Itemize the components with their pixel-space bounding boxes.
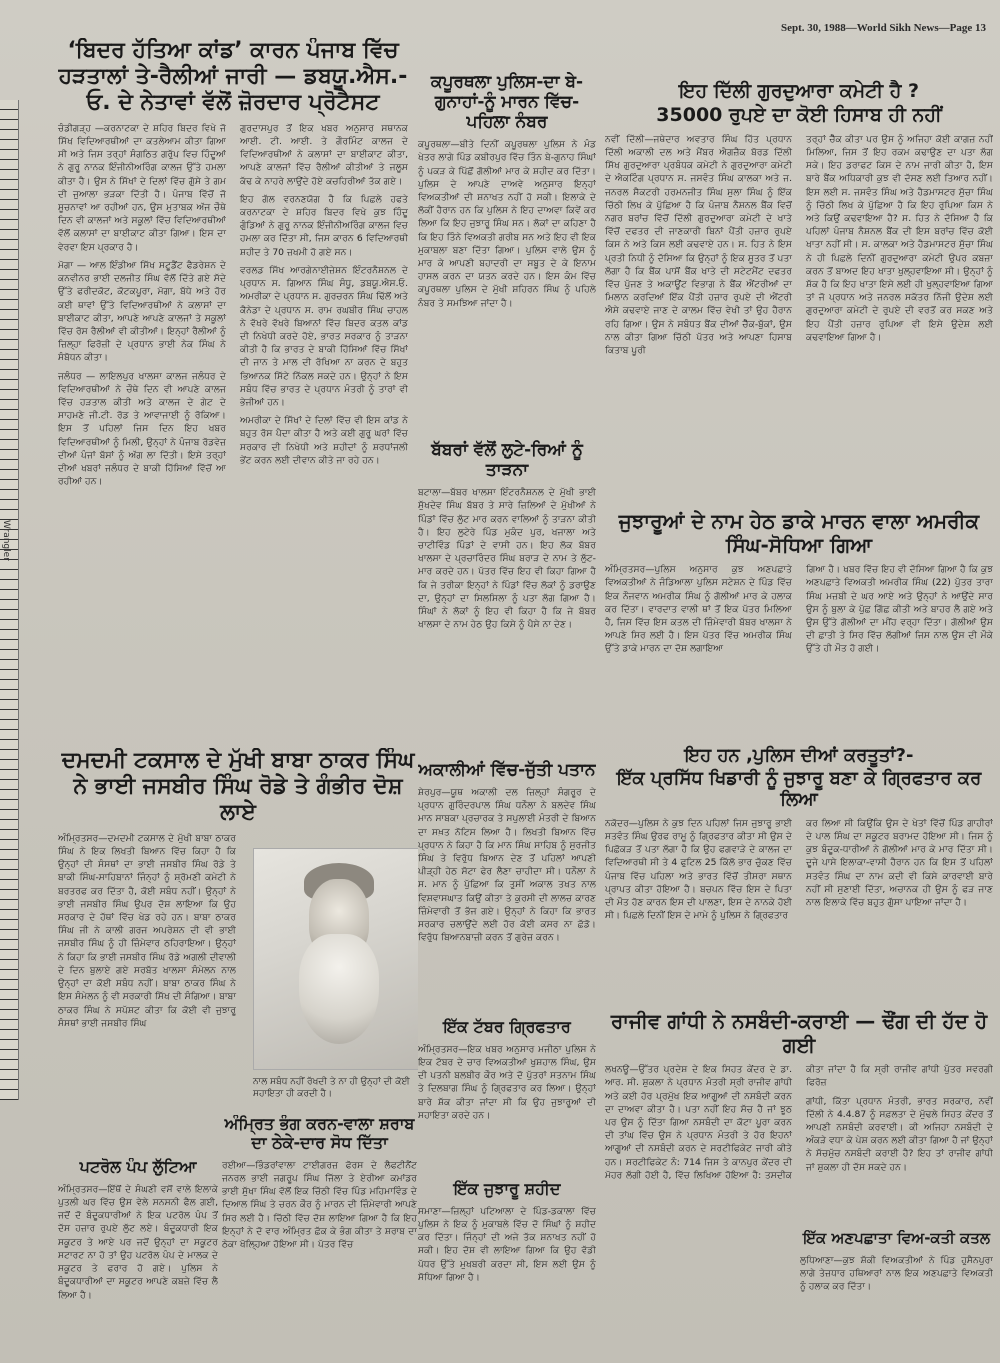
article-body-delhi: [605, 133, 993, 357]
headline-petrol: ਪਟਰੋਲ ਪੰਪ ਲੁੱਟਿਆ: [79, 1158, 197, 1176]
headline-akali: ਅਕਾਲੀਆਂ ਵਿੱਚ-ਜੁੱਤੀ ਪਤਾਨ: [418, 760, 596, 780]
headline-shaheed: ਇੱਕ ਜੁਝਾਰੂ ਸ਼ਹੀਦ: [453, 1180, 561, 1198]
article-body-tabbar: [418, 1043, 596, 1122]
article-body-amrik: [605, 563, 993, 660]
ruler: [0, 100, 19, 1100]
paragraph: ਅਮਰੀਕਾ ਦੇ ਸਿੱਖਾਂ ਦੇ ਦਿਲਾਂ ਵਿੱਚ ਵੀ ਇਸ ਕਾਂਡ ਨੇ ਬਹੁਤ ਰੋਸ ਪੈਦਾ ਕੀਤਾ ਹੈ ਅਤੇ ਕਈ ਗੁਰੂ ਘਰਾਂ ਵਿੱਚ ਸਰਕਾਰ ਦੀ ਨਿਖੇਧੀ ਅਤੇ ਸ਼ਹੀਦਾਂ ਨੂੰ ਸ਼ਰਧਾਂਜਲੀ ਭੇਂਟ ਕਰਨ ਲਈ ਦੀਵਾਨ ਕੀਤੇ ਜਾ ਰਹੇ ਹਨ।: [240, 415, 408, 466]
paragraph: ਰਈਆ—ਭਿੰਡਰਾਂਵਾਲਾ ਟਾਈਗਰਜ਼ ਫੋਰਸ ਦੇ ਲੈਫਟੀਨੈਂਟ ਜਨਰਲ ਭਾਈ ਜਗਰੂਪ ਸਿੰਘ ਜਿੱਲਾ ਤੇ ਏਰੀਆ ਕਮਾਂਡਰ ਭਾਈ ਸੁੱਖਾ ਸਿੰਘ ਵੱਲੋਂ ਇਕ ਚਿੱਠੀ ਵਿੱਚ ਪਿੰਡ ਮਹਿਮਾਵਿੰਡ ਦੇ ਦਿਆਲ ਸਿੰਘ ਤੇ ਚਰਨ ਕੌਰ ਨੂੰ ਮਾਰਨ ਦੀ ਜ਼ਿੰਮੇਵਾਰੀ ਆਪਣੇ ਸਿਰ ਲਈ ਹੈ। ਚਿੱਠੀ ਵਿੱਚ ਦੋਸ਼ ਲਾਇਆ ਗਿਆ ਹੈ ਕਿ ਇਹ ਇਨ੍ਹਾਂ ਨੇ ਦੋ ਵਾਰ ਅੰਮ੍ਰਿਤ ਛੱਕ ਕੇ ਭੰਗ ਕੀਤਾ ਤੇ ਸ਼ਰਾਬ ਦਾ ਠੇਕਾ ਖੋਲ੍ਹਿਆ ਹੋਇਆ ਸੀ। ਪੱਤਰ ਵਿੱਚ: [222, 1159, 417, 1250]
article-qatal: [800, 1230, 993, 1358]
paragraph: ਜਲੰਧਰ — ਲਾਇਲਪੁਰ ਖਾਲਸਾ ਕਾਲਜ ਜਲੰਧਰ ਦੇ ਵਿਦਿਆਰਥੀਆਂ ਨੇ ਚੌਥੇ ਦਿਨ ਵੀ ਆਪਣੇ ਕਾਲਜ ਵਿੱਚ ਹੜਤਾਲ ਕੀਤੀ ਅਤੇ ਕਾਲਜ ਦੇ ਗੇਟ ਦੇ ਸਾਹਮਣੇ ਜੀ.ਟੀ. ਰੋਡ ਤੇ ਆਵਾਜਾਈ ਨੂੰ ਰੋਕਿਆ। ਇਸ ਤੋਂ ਪਹਿਲਾਂ ਜਿਸ ਦਿਨ ਇਹ ਖਬਰ ਵਿਦਿਆਰਥੀਆਂ ਨੂੰ ਮਿਲੀ, ਉਨ੍ਹਾਂ ਨੇ ਪੰਜਾਬ ਰੋਡਵੇਜ਼ ਦੀਆਂ ਪੰਜਾਂ ਬੱਸਾਂ ਨੂੰ ਅੱਗ ਲਾ ਦਿੱਤੀ। ਇਸੇ ਤਰ੍ਹਾਂ ਦੀਆਂ ਖਬਰਾਂ ਜਲੰਧਰ ਦੇ ਬਾਕੀ ਹਿੱਸਿਆਂ ਵਿੱਚੋਂ ਆ ਰਹੀਆਂ ਹਨ।: [58, 370, 226, 488]
article-body-damdami: [58, 832, 236, 1035]
paragraph: ਤਰ੍ਹਾਂ ਚੈੱਕ ਕੀਤਾ ਪਰ ਉਸ ਨੂੰ ਅਜਿਹਾ ਕੋਈ ਕਾਗਜ਼ ਨਹੀਂ ਮਿਲਿਆ, ਜਿਸ ਤੋਂ ਇਹ ਰਕਮ ਕਢਾਉਣ ਦਾ ਪਤਾ ਲੱਗ ਸਕੇ। ਇਹ ਡਰਾਫਟ ਕਿਸ ਦੇ ਨਾਮ ਜਾਰੀ ਕੀਤਾ ਹੈ, ਇਸ ਬਾਰੇ ਬੈਂਕ ਅਧਿਕਾਰੀ ਕੁਝ ਵੀ ਦੱਸਣ ਲਈ ਤਿਆਰ ਨਹੀਂ। ਇਸ ਲਈ ਸ. ਜਸਵੰਤ ਸਿੰਘ ਅਤੇ ਹੈਡਮਾਸਟਰ ਸੁੱਚਾ ਸਿੰਘ ਨੂੰ ਚਿੱਠੀ ਲਿਖ ਕੇ ਪੁੱਛਿਆ ਹੈ ਕਿ ਇਹ ਰੁਪਿਆ ਕਿਸ ਨੇ ਅਤੇ ਕਿਉਂ ਕਢਵਾਇਆ ਹੈ? ਸ. ਹਿਤ ਨੇ ਦੱਸਿਆ ਹੈ ਕਿ ਪਹਿਲਾਂ ਪੰਜਾਬ ਨੈਸ਼ਨਲ ਬੈਂਕ ਦੀ ਇਸ ਬਰਾਂਚ ਵਿੱਚ ਕੋਈ ਖਾਤਾ ਨਹੀਂ ਸੀ। ਸ. ਕਾਲਕਾ ਅਤੇ ਹੈਡਮਾਸਟਰ ਸੁੱਚਾ ਸਿੰਘ ਨੇ ਹੀ ਪਿਛਲੇ ਦਿਨੀਂ ਗੁਰਦੁਆਰਾ ਕਮੇਟੀ ਉਪਰ ਕਬਜ਼ਾ ਕਰਨ ਤੋਂ ਬਾਅਦ ਇਹ ਖਾਤਾ ਖੁਲ੍ਹਵਾਇਆ ਸੀ। ਉਨ੍ਹਾਂ ਨੂੰ ਸ਼ੱਕ ਹੈ ਕਿ ਇਹ ਖਾਤਾ ਇਸੇ ਲਈ ਹੀ ਖੁਲ੍ਹਵਾਇਆ ਗਿਆ ਤਾਂ ਜੋ ਪ੍ਰਧਾਨ ਅਤੇ ਜਨਰਲ ਸਕੱਤਰ ਨਿੱਜੀ ਉਦੇਸ਼ ਲਈ ਗੁਰਦੁਆਰਾ ਕਮੇਟੀ ਦੇ ਰੁਪਏ ਦੀ ਵਰਤੋਂ ਕਰ ਸਕਣ ਅਤੇ ਇਹ ਪੈਂਤੀ ਹਜ਼ਾਰ ਰੁਪਿਆ ਵੀ ਇਸੇ ਉਦੇਸ਼ ਲਈ ਕਢਵਾਇਆ ਗਿਆ ਹੈ।: [806, 133, 993, 343]
article-body-akali: [418, 786, 596, 944]
article-body-amrit: [222, 1159, 417, 1251]
article-body-petrol: [58, 1183, 218, 1302]
headline-damdami: ਦਮਦਮੀ ਟਕਸਾਲ ਦੇ ਮੁੱਖੀ ਬਾਬਾ ਠਾਕਰ ਸਿੰਘ ਨੇ ਭਾਈ ਜਸਬੀਰ ਸਿੰਘ ਰੋਡੇ ਤੇ ਗੰਭੀਰ ਦੋਸ਼ ਲਾਏ: [61, 748, 415, 825]
article-body-shaheed: [418, 1205, 596, 1284]
headline-police-deeds-line1: ਇਹ ਹਨ ,ਪੁਲਿਸ ਦੀਆਂ ਕਰਤੂਤਾਂ?-: [684, 745, 914, 766]
page-header: Sept. 30, 1988—World Sikh News—Page 13: [780, 22, 986, 34]
article-body-kapurthala: [418, 138, 596, 310]
paragraph: ਅੰਮ੍ਰਿਤਸਰ—ਇਕ ਖਬਰ ਅਨੁਸਾਰ ਮਜੀਠਾ ਪੁਲਿਸ ਨੇ ਇਕ ਟੱਬਰ ਦੇ ਚਾਰ ਵਿਅਕਤੀਆਂ ਖੁਸ਼ਹਾਲ ਸਿੰਘ, ਉਸ ਦੀ ਪਤਨੀ ਬਲਬੀਰ ਕੌਰ ਅਤੇ ਦੋ ਪੁੱਤਰਾਂ ਸਤਨਾਮ ਸਿੰਘ ਤੇ ਦਿਲਬਾਗ ਸਿੰਘ ਨੂੰ ਗ੍ਰਿਫਤਾਰ ਕਰ ਲਿਆ। ਉਨ੍ਹਾਂ ਬਾਰੇ ਸ਼ੱਕ ਕੀਤਾ ਜਾਂਦਾ ਸੀ ਕਿ ਉਹ ਜੁਝਾਰੂਆਂ ਦੀ ਸਹਾਇਤਾ ਕਰਦੇ ਹਨ।: [418, 1043, 596, 1121]
article-body-rajiv: [605, 1063, 993, 1182]
headline-amrit: ਅੰਮ੍ਰਿਤ ਭੰਗ ਕਰਨ-ਵਾਲਾ ਸ਼ਰਾਬ ਦਾ ਠੇਕੇ-ਦਾਰ ਸੋਧ ਦਿੱਤਾ: [224, 1115, 415, 1152]
paragraph: ਨਕੋਦਰ—ਪੁਲਿਸ ਨੇ ਕੁਝ ਦਿਨ ਪਹਿਲਾਂ ਜਿਸ ਜੁਝਾਰੂ ਭਾਈ ਸਤਵੰਤ ਸਿੰਘ ਉਰਫ ਰਾਮੂ ਨੂੰ ਗ੍ਰਿਫਤਾਰ ਕੀਤਾ ਸੀ ਉਸ ਦੇ ਪਿਛੋਕੜ ਤੋਂ ਪਤਾ ਲੱਗਾ ਹੈ ਕਿ ਉਹ ਫਗਵਾੜੇ ਦੇ ਕਾਲਜ ਦਾ ਵਿਦਿਆਰਥੀ ਸੀ ਤੇ 4 ਫੁਟਿਲ 25 ਕਿੱਲੋ ਭਾਰ ਚੁੱਕਣ ਵਿੱਚ ਪੰਜਾਬ ਵਿੱਚ ਪਹਿਲਾ ਅਤੇ ਭਾਰਤ ਵਿੱਚੋਂ ਤੀਸਰਾ ਸਥਾਨ ਪ੍ਰਾਪਤ ਕੀਤਾ ਹੋਇਆ ਹੈ। ਬਚਪਨ ਵਿੱਚ ਇਸ ਦੇ ਪਿਤਾ ਦੀ ਮੌਤ ਹੋਣ ਕਾਰਨ ਇਸ ਦੀ ਪਾਲਣਾ, ਇਸ ਦੇ ਨਾਨਕੇ ਹੋਈ ਸੀ। ਪਿਛਲੇ ਦਿਨੀਂ ਇਸ ਦੇ ਮਾਮੇ ਨੂੰ ਪੁਲਿਸ ਨੇ ਗ੍ਰਿਫਤਾਰ: [605, 817, 792, 922]
article-body-bidar: [58, 122, 408, 488]
article-tabbar: [418, 1018, 596, 1173]
headline-delhi-line1: ਇਹ ਦਿੱਲੀ ਗੁਰਦੁਆਰਾ ਕਮੇਟੀ ਹੈ ?: [678, 80, 920, 102]
paragraph: ਕਰ ਲਿਆ ਸੀ ਕਿਉਂਕਿ ਉਸ ਦੇ ਖੇਤਾਂ ਵਿੱਚੋਂ ਪਿੰਡ ਗਾਹੀਰਾਂ ਦੇ ਪਾਲ ਸਿੰਘ ਦਾ ਸਕੂਟਰ ਬਰਾਮਦ ਹੋਇਆ ਸੀ। ਜਿਸ ਨੂੰ ਕੁਝ ਬੰਦੂਕ-ਧਾਰੀਆਂ ਨੇ ਗੋਲੀਆਂ ਮਾਰ ਕੇ ਮਾਰ ਦਿੱਤਾ ਸੀ। ਦੂਜੇ ਪਾਸੇ ਇਲਾਕਾ-ਵਾਸੀ ਹੈਰਾਨ ਹਨ ਕਿ ਇਸ ਤੋਂ ਪਹਿਲਾਂ ਸਤਵੰਤ ਸਿੰਘ ਦਾ ਨਾਮ ਕਦੀ ਵੀ ਕਿਸੇ ਕਾਰਵਾਈ ਬਾਰੇ ਨਹੀਂ ਸੀ ਸੁਣਾਈ ਦਿੱਤਾ, ਅਚਾਨਕ ਹੀ ਉਸ ਨੂੰ ਫੜ ਜਾਣ ਨਾਲ ਇਲਾਕੇ ਵਿੱਚ ਬਹੁਤ ਗੁੱਸਾ ਪਾਇਆ ਜਾਂਦਾ ਹੈ।: [806, 817, 993, 908]
headline-bidar: ‘ਬਿਦਰ ਹੱਤਿਆ ਕਾਂਡ’ ਕਾਰਨ ਪੰਜਾਬ ਵਿੱਚ ਹੜਤਾਲਾਂ ਤੇ-ਰੈਲੀਆਂ ਜਾਰੀ — ਡਬਯੂ.ਐਸ.-ਓ. ਦੇ ਨੇਤਾਵਾਂ ਵੱਲੋਂ ਜ਼ੋਰਦਾਰ ਪ੍ਰੋਟੈਸਟ: [58, 38, 408, 115]
article-body-police-deeds: [605, 817, 993, 923]
article-police-deeds: [605, 745, 993, 1005]
paragraph: ਨਵੀਂ ਦਿੱਲੀ—ਜਥੇਦਾਰ ਅਵਤਾਰ ਸਿੰਘ ਹਿੱਤ ਪ੍ਰਧਾਨ ਦਿੱਲੀ ਅਕਾਲੀ ਦਲ ਅਤੇ ਮੈਂਬਰ ਐਗਜ਼ੈਕ ਬੋਰਡ ਦਿੱਲੀ ਸਿੱਖ ਗੁਰਦੁਆਰਾ ਪ੍ਰਬੰਧਕ ਕਮੇਟੀ ਨੇ ਗੁਰਦੁਆਰਾ ਕਮੇਟੀ ਦੇ ਐਕਟਿੰਗ ਪ੍ਰਧਾਨ ਸ. ਜਸਵੰਤ ਸਿੰਘ ਕਾਲਕਾ ਅਤੇ ਜ. ਜਨਰਲ ਸੈਕਟਰੀ ਹਰਮਨਜੀਤ ਸਿੰਘ ਸੁਲਾ ਸਿੰਘ ਨੂੰ ਇੱਕ ਚਿੱਠੀ ਲਿਖ ਕੇ ਪੁੱਛਿਆ ਹੈ ਕਿ ਪੰਜਾਬ ਨੈਸ਼ਨਲ ਬੈਂਕ ਵਿਚੋਂ ਨਗਰ ਬਰਾਂਚ ਵਿੱਚੋਂ ਦਿੱਲੀ ਗੁਰਦੁਆਰਾ ਕਮੇਟੀ ਦੇ ਖਾਤੇ ਵਿੱਚੋਂ ਦਫਤਰ ਦੀ ਜਾਣਕਾਰੀ ਬਿਨਾਂ ਪੈਂਤੀ ਹਜ਼ਾਰ ਰੁਪਏ ਕਿਸ ਨੇ ਅਤੇ ਕਿਸ ਲਈ ਕਢਵਾਏ ਹਨ। ਸ. ਹਿਤ ਨੇ ਇਸ ਪ੍ਰਤੀ ਨਿਧੀ ਨੂੰ ਦੱਸਿਆ ਕਿ ਉਨ੍ਹਾਂ ਨੂੰ ਇਕ ਸੂਤਰ ਤੋਂ ਪਤਾ ਲੱਗਾ ਹੈ ਕਿ ਬੈਂਕ ਪਾਸੋਂ ਬੈਂਕ ਖਾਤੇ ਦੀ ਸਟੇਟਮੈਂਟ ਦਫਤਰ ਵਿੱਚ ਪੁੱਜਣ ਤੇ ਅਕਾਊਂਟ ਵਿਭਾਗ ਨੇ ਬੈਂਕ ਐਂਟਰੀਆਂ ਦਾ ਮਿਲਾਨ ਕਰਦਿਆਂ ਇੱਕ ਪੈਂਤੀ ਹਜ਼ਾਰ ਰੁਪਏ ਦੀ ਐਂਟਰੀ ਐਸੇ ਕਢਵਾਏ ਜਾਣ ਦੇ ਕਾਲਮ ਵਿੱਚ ਵੇਖੀ ਤਾਂ ਉਹ ਹੈਰਾਨ ਰਹਿ ਗਿਆ। ਉਸ ਨੇ ਸਬੰਧਤ ਬੈਂਕ ਦੀਆਂ ਚੈੱਕ-ਬੁੱਕਾਂ, ਉਸ ਨਾਲ ਕੀਤਾ ਗਿਆ ਚਿੱਠੀ ਪੱਤਰ ਅਤੇ ਆਪਣਾ ਹਿਸਾਬ ਕਿਤਾਬ ਪੂਰੀ: [605, 133, 792, 357]
article-petrol: [58, 1158, 218, 1358]
article-amrik: [605, 510, 993, 730]
article-kapurthala: [418, 72, 596, 432]
article-rajiv: [605, 1010, 993, 1228]
headline-delhi-line2: 35000 ਰੁਪਏ ਦਾ ਕੋਈ ਹਿਸਾਬ ਹੀ ਨਹੀਂ: [656, 104, 942, 127]
article-amrit: [222, 1115, 417, 1355]
article-body-qatal: [800, 1254, 993, 1294]
paragraph: ਬਟਾਲਾ—ਬੱਬਰ ਖਾਲਸਾ ਇੰਟਰਨੈਸ਼ਨਲ ਦੇ ਮੁੱਖੀ ਭਾਈ ਸੁੱਖਦੇਵ ਸਿੰਘ ਬੱਬਰ ਤੇ ਸਾਰੇ ਜ਼ਿਲਿਆਂ ਦੇ ਮੁੱਖੀਆਂ ਨੇ ਪਿੰਡਾਂ ਵਿੱਚ ਲੁੱਟ ਮਾਰ ਕਰਨ ਵਾਲਿਆਂ ਨੂੰ ਤਾੜਨਾ ਕੀਤੀ ਹੈ। ਇਹ ਲੁਟੇਰੇ ਪਿੰਡ ਮੁਕੰਦ ਪੁਰ, ਖਜਾਲਾ ਅਤੇ ਚਾਟੀਵਿੰਡ ਪਿੰਡਾਂ ਦੇ ਵਾਸੀ ਹਨ। ਇਹ ਲੋਕ ਬੱਬਰ ਖਾਲਸਾ ਦੇ ਪ੍ਰਚਾਰਿੰਦਰ ਸਿੰਘ ਬਰਾੜ ਦੇ ਨਾਮ ਤੇ ਲੁੱਟ-ਮਾਰ ਕਰਦੇ ਹਨ। ਪੱਤਰ ਵਿੱਚ ਇਹ ਵੀ ਕਿਹਾ ਗਿਆ ਹੈ ਕਿ ਜੇ ਤਰੀਕਾ ਇਨ੍ਹਾਂ ਨੇ ਪਿੰਡਾਂ ਵਿੱਚ ਲੋਕਾਂ ਨੂੰ ਡਰਾਉਣ ਦਾ, ਉਨ੍ਹਾਂ ਦਾ ਸਿਲਸਿਲਾ ਨੂੰ ਪਤਾ ਲੱਗ ਗਿਆ ਹੈ। ਸਿੰਘਾਂ ਨੇ ਲੋਕਾਂ ਨੂੰ ਇਹ ਵੀ ਕਿਹਾ ਹੈ ਕਿ ਜੇ ਬੱਬਰ ਖਾਲਸਾ ਦੇ ਨਾਮ ਹੇਠ ਉਹ ਕਿਸੇ ਨੂੰ ਪੈਸੇ ਨਾ ਦੇਣ।: [418, 487, 596, 631]
paragraph: ਅੰਮ੍ਰਿਤਸਰ—ਦਮਦਮੀ ਟਕਸਾਲ ਦੇ ਮੁੱਖੀ ਬਾਬਾ ਠਾਕਰ ਸਿੰਘ ਨੇ ਇਕ ਲਿਖਤੀ ਬਿਆਨ ਵਿੱਚ ਕਿਹਾ ਹੈ ਕਿ ਉਨ੍ਹਾਂ ਦੀ ਸੰਸਥਾਂ ਦਾ ਭਾਈ ਜਸਬੀਰ ਸਿੰਘ ਰੋਡੇ ਤੇ ਬਾਕੀ ਸਿੰਘ-ਸਾਹਿਬਾਨਾਂ ਜਿੰਨ੍ਹਾਂ ਨੂੰ ਸ਼੍ਰੋਮਣੀ ਕਮੇਟੀ ਨੇ ਬਰਤਰਫ ਕਰ ਦਿੱਤਾ ਹੈ, ਕੋਈ ਸਬੰਧ ਨਹੀਂ। ਉਨ੍ਹਾਂ ਨੇ ਭਾਈ ਜਸਬੀਰ ਸਿੰਘ ਉਪਰ ਦੋਸ਼ ਲਾਇਆ ਕਿ ਉਹ ਸਰਕਾਰ ਦੇ ਹੱਥਾਂ ਵਿੱਚ ਖੇਡ ਰਹੇ ਹਨ। ਬਾਬਾ ਠਾਕਰ ਸਿੰਘ ਜੀ ਨੇ ਕਾਲੀ ਗਰਜ ਅਪਰੇਸ਼ਨ ਦੀ ਵੀ ਭਾਈ ਜਸਬੀਰ ਸਿੰਘ ਨੂੰ ਹੀ ਜ਼ਿੰਮੇਵਾਰ ਠਹਿਰਾਇਆ। ਉਨ੍ਹਾਂ ਨੇ ਕਿਹਾ ਕਿ ਭਾਈ ਜਸਬੀਰ ਸਿੰਘ ਰੋਡੇ ਅਗਲੀ ਦੀਵਾਲੀ ਦੇ ਦਿਨ ਬੁਲਾਏ ਗਏ ਸਰਬੱਤ ਖਾਲਸਾ ਸੰਮੇਲਨ ਨਾਲ ਉਨ੍ਹਾਂ ਦਾ ਕੋਈ ਸਬੰਧ ਨਹੀਂ। ਬਾਬਾ ਠਾਕਰ ਸਿੰਘ ਨੇ ਇਸ ਸੰਮੇਲਨ ਨੂੰ ਵੀ ਸਰਕਾਰੀ ਸਿੱਖ ਦੀ ਸੰਗਿਆ। ਬਾਬਾ ਠਾਕਰ ਸਿੰਘ ਨੇ ਸਪੱਸ਼ਟ ਕੀਤਾ ਕਿ ਕੋਈ ਵੀ ਜੁਝਾਰੂ ਸੰਸਥਾਂ ਭਾਈ ਜਸਬੀਰ ਸਿੰਘ: [58, 832, 236, 1029]
paragraph: ਚੰਡੀਗੜ੍ਹ —ਕਰਨਾਟਕਾ ਦੇ ਸ਼ਹਿਰ ਬਿਦਰ ਵਿਖੇ ਜੋ ਸਿੱਖ ਵਿਦਿਆਰਥੀਆਂ ਦਾ ਕਤਲੇਆਮ ਕੀਤਾ ਗਿਆ ਸੀ ਅਤੇ ਜਿਸ ਤਰ੍ਹਾਂ ਸੰਗਠਿਤ ਗਰੁੱਪ ਵਿਚ ਹਿੰਦੂਆਂ ਨੇ ਗੁਰੂ ਨਾਨਕ ਇੰਜੀਨੀਅਰਿੰਗ ਕਾਲਜ ਉੱਤੇ ਹਮਲਾ ਕੀਤਾ ਹੈ। ਉਸ ਨੇ ਸਿੱਖਾਂ ਦੇ ਦਿਲਾਂ ਵਿੱਚ ਗੁੱਸੇ ਤੇ ਗਮ ਦੀ ਜੁਆਲਾ ਭੜਕਾ ਦਿੱਤੀ ਹੈ। ਪੰਜਾਬ ਵਿੱਚੋਂ ਜੋ ਸੂਚਨਾਵਾਂ ਆ ਰਹੀਆਂ ਹਨ, ਉਸ ਮੁਤਾਬਕ ਅੱਜ ਚੌਥੇ ਦਿਨ ਵੀ ਕਾਲਜਾਂ ਅਤੇ ਸਕੂਲਾਂ ਵਿੱਚ ਵਿਦਿਆਰਥੀਆਂ ਵੱਲੋਂ ਕਲਾਸਾਂ ਦਾ ਬਾਈਕਾਟ ਕੀਤਾ ਗਿਆ। ਇਸ ਦਾ ਵੇਰਵਾ ਇਸ ਪ੍ਰਕਾਰ ਹੈ।: [58, 122, 226, 253]
article-delhi: [605, 80, 993, 500]
paragraph: ਸਮਾਣਾ—ਜ਼ਿਲ੍ਹਾਂ ਪਟਿਆਲਾ ਦੇ ਪਿੰਡ-ਡਕਾਲਾ ਵਿੱਚ ਪੁਲਿਸ ਨੇ ਇਕ ਨੂੰ ਮੁਕਾਬਲੇ ਵਿੱਚ ਦੋ ਸਿੰਘਾਂ ਨੂੰ ਸ਼ਹੀਦ ਕਰ ਦਿੱਤਾ। ਜਿੰਨ੍ਹਾਂ ਦੀ ਅਜੇ ਤੱਕ ਸ਼ਨਾਖਤ ਨਹੀਂ ਹੋ ਸਕੀ। ਇਹ ਦੋਸ਼ ਵੀ ਲਾਇਆ ਗਿਆ ਕਿ ਉਹ ਵੱਡੀ ਪੱਧਰ ਉੱਤੇ ਮੁਖਬਰੀ ਕਰਦਾ ਸੀ, ਇਸ ਲਈ ਉਸ ਨੂੰ ਸੋਧਿਆ ਗਿਆ ਹੈ।: [418, 1205, 596, 1283]
paragraph: ਕਪੂਰਥਲਾ—ਬੀਤੇ ਦਿਨੀਂ ਕਪੂਰਥਲਾ ਪੁਲਿਸ ਨੇ ਮੰਡ ਖੇਤਰ ਲਾਗੇ ਪਿੰਡ ਕਬੀਰਪੁਰ ਵਿੱਚ ਤਿੰਨ ਬੇ-ਗੁਨਾਹ ਸਿੰਘਾਂ ਨੂੰ ਪਕੜ ਕੇ ਪਿੱਛੋਂ ਗੋਲੀਆਂ ਮਾਰ ਕੇ ਸ਼ਹੀਦ ਕਰ ਦਿੱਤਾ। ਪੁਲਿਸ ਦੇ ਆਪਣੇ ਦਾਅਵੇ ਅਨੁਸਾਰ ਇਨ੍ਹਾਂ ਵਿਅਕਤੀਆਂ ਦੀ ਸ਼ਨਾਖਤ ਨਹੀਂ ਹੋ ਸਕੀ। ਇਲਾਕੇ ਦੇ ਲੋਕੀਂ ਹੈਰਾਨ ਹਨ ਕਿ ਪੁਲਿਸ ਨੇ ਇਹ ਦਾਅਵਾ ਕਿਵੇਂ ਕਰ ਲਿਆ ਕਿ ਇਹ ਜੁਝਾਰੂ ਸਿੰਘ ਸਨ। ਲੋਕਾਂ ਦਾ ਕਹਿਣਾ ਹੈ ਕਿ ਇਹ ਤਿੰਨੇ ਵਿਅਕਤੀ ਗਰੀਬ ਸਨ ਅਤੇ ਇਹ ਵੀ ਇਕ ਮੁਕਾਬਲਾ ਬਣਾ ਦਿੱਤਾ ਗਿਆ। ਪੁਲਿਸ ਵਾਲੇ ਉਸ ਨੂੰ ਮਾਰ ਕੇ ਆਪਣੀ ਬਹਾਦਰੀ ਦਾ ਸਬੂਤ ਦੇ ਕੇ ਇਨਾਮ ਹਾਸਲ ਕਰਨ ਦਾ ਯਤਨ ਕਰਦੇ ਹਨ। ਇਸ ਕੰਮ ਵਿੱਚ ਕਪੂਰਥਲਾ ਪੁਲਿਸ ਦੇ ਮੁੱਖੀ ਸ਼ਹਿਰਨ ਸਿੰਘ ਨੂੰ ਪਹਿਲੇ ਨੰਬਰ ਤੇ ਸਮਝਿਆ ਜਾਂਦਾ ਹੈ।: [418, 139, 596, 309]
paragraph: ਅੰਮ੍ਰਿਤਸਰ—ਇੱਥੋਂ ਦੇ ਸੰਘਣੀ ਵਸੋਂ ਵਾਲੇ ਇਲਾਕੇ ਪੁਤਲੀ ਘਰ ਵਿੱਚ ਉਸ ਵੇਲੇ ਸਨਸਨੀ ਫੈਲ ਗਈ, ਜਦੋਂ ਦੋ ਬੰਦੂਕਧਾਰੀਆਂ ਨੇ ਇਕ ਪਟਰੋਲ ਪੰਪ ਤੋਂ ਦੱਸ ਹਜ਼ਾਰ ਰੁਪਏ ਲੁੱਟ ਲਏ। ਬੰਦੂਕਧਾਰੀ ਇਕ ਸਕੂਟਰ ਤੇ ਆਏ ਪਰ ਜਦੋਂ ਉਨ੍ਹਾਂ ਦਾ ਸਕੂਟਰ ਸਟਾਰਟ ਨਾ ਹੋ ਤਾਂ ਉਹ ਪਟਰੋਲ ਪੰਪ ਦੇ ਮਾਲਕ ਦੇ ਸਕੂਟਰ ਤੇ ਫਰਾਰ ਹੋ ਗਏ। ਪੁਲਿਸ ਨੇ ਬੰਦੂਕਧਾਰੀਆਂ ਦਾ ਸਕੂਟਰ ਆਪਣੇ ਕਬਜ਼ੇ ਵਿੱਚ ਲੈ ਲਿਆ ਹੈ।: [58, 1183, 218, 1301]
article-bidar: [58, 38, 408, 728]
paragraph: ਮੋਗਾ — ਆਲ ਇੰਡੀਆ ਸਿੱਖ ਸਟੂਡੈਂਟ ਫੈਡਰੇਸ਼ਨ ਦੇ ਕਨਵੀਨਰ ਭਾਈ ਦਲਜੀਤ ਸਿੰਘ ਵੱਲੋਂ ਦਿੱਤੇ ਗਏ ਸੱਦੇ ਉੱਤੇ ਫਰੀਦਕੋਟ, ਕੋਟਕਪੂਰਾ, ਮੋਗਾ, ਬੱਧੇ ਅਤੇ ਹੋਰ ਕਈ ਥਾਵਾਂ ਉੱਤੇ ਵਿਦਿਆਰਥੀਆਂ ਨੇ ਕਲਾਸਾਂ ਦਾ ਬਾਈਕਾਟ ਕੀਤਾ, ਆਪਣੇ ਆਪਣੇ ਕਾਲਜਾਂ ਤੇ ਸਕੂਲਾਂ ਵਿੱਚ ਰੋਸ ਰੈਲੀਆਂ ਵੀ ਕੀਤੀਆਂ। ਇਨ੍ਹਾਂ ਰੈਲੀਆਂ ਨੂੰ ਜ਼ਿਲ੍ਹਾ ਫਿਰੋਜ਼ੀ ਦੇ ਪ੍ਰਧਾਨ ਭਾਈ ਨੇਕ ਸਿੰਘ ਨੇ ਸੰਬੋਧਨ ਕੀਤਾ।: [58, 259, 226, 364]
headline-rajiv: ਰਾਜੀਵ ਗਾਂਧੀ ਨੇ ਨਸਬੰਦੀ-ਕਰਾਈ — ਢੌਂਗ ਦੀ ਹੱਦ ਹੋ ਗਈ: [610, 1010, 988, 1057]
headline-amrik: ਜੁਝਾਰੂਆਂ ਦੇ ਨਾਮ ਹੇਠ ਡਾਕੇ ਮਾਰਨ ਵਾਲਾ ਅਮਰੀਕ ਸਿੰਘ-ਸੋਧਿਆ ਗਿਆ: [618, 510, 980, 557]
paragraph: ਗੁਰਦਾਸਪੁਰ ਤੋਂ ਇਕ ਖਬਰ ਅਨੁਸਾਰ ਸਥਾਨਕ ਆਈ. ਟੀ. ਆਈ. ਤੇ ਗੌਰਮਿੰਟ ਕਾਲਜ ਦੇ ਵਿਦਿਆਰਥੀਆਂ ਨੇ ਕਲਾਸਾਂ ਦਾ ਬਾਈਕਾਟ ਕੀਤਾ, ਆਪਣੇ ਕਾਲਜਾਂ ਵਿੱਚ ਰੈਲੀਆਂ ਕੀਤੀਆਂ ਤੇ ਜਲੂਸ ਕੱਢ ਕੇ ਨਾਹਰੇ ਲਾਉਂਦੇ ਹੋਏ ਕਚਹਿਰੀਆਂ ਤੱਕ ਗਏ।: [240, 122, 408, 187]
article-damdami: [58, 748, 418, 1148]
headline-tabbar: ਇੱਕ ਟੱਬਰ ਗ੍ਰਿਫਤਾਰ: [443, 1018, 571, 1036]
photo-baba-thakar-singh: [253, 848, 418, 1070]
article-body-babbar: [418, 486, 596, 631]
paragraph: ਗਿਆ ਹੈ। ਖਬਰ ਵਿੱਚ ਇਹ ਵੀ ਦੱਸਿਆ ਗਿਆ ਹੈ ਕਿ ਕੁਝ ਅਣਪਛਾਤੇ ਵਿਅਕਤੀ ਅਮਰੀਕ ਸਿੰਘ (22) ਪੁੱਤਰ ਤਾਰਾ ਸਿੰਘ ਮਜ਼ਬੀ ਦੇ ਘਰ ਆਏ ਅਤੇ ਉਨ੍ਹਾਂ ਨੇ ਆਉਂਦੇ ਸਾਰ ਉਸ ਨੂੰ ਬੁਲਾ ਕੇ ਪੁੱਛ ਗਿੱਛ ਕੀਤੀ ਅਤੇ ਬਾਹਰ ਲੈ ਗਏ ਅਤੇ ਉਸ ਉੱਤੇ ਗੋਲੀਆਂ ਦਾ ਮੀਂਹ ਵਰ੍ਹਾ ਦਿੱਤਾ। ਗੋਲੀਆਂ ਉਸ ਦੀ ਛਾਤੀ ਤੇ ਸਿਰ ਵਿੱਚ ਲੱਗੀਆਂ ਜਿਸ ਨਾਲ ਉਸ ਦੀ ਮੌਕੇ ਉੱਤੇ ਹੀ ਮੌਤ ਹੋ ਗਈ।: [806, 564, 993, 655]
paragraph: ਲਖਨਊ—ਉੱਤਰ ਪ੍ਰਦੇਸ਼ ਦੇ ਇਕ ਸਿਹਤ ਕੇਂਦਰ ਦੇ ਡਾ. ਆਰ. ਸੀ. ਸ਼ੁਕਲਾ ਨੇ ਪ੍ਰਧਾਨ ਮੰਤਰੀ ਸ੍ਰੀ ਰਾਜੀਵ ਗਾਂਧੀ ਅਤੇ ਕਈ ਹੋਰ ਪ੍ਰਮੁੱਖ ਇਕ ਆਗੂਆਂ ਦੀ ਨਸਬੰਦੀ ਕਰਨ ਦਾ ਦਾਅਵਾ ਕੀਤਾ ਹੈ। ਪਤਾ ਨਹੀਂ ਇਹ ਸੱਚ ਹੈ ਜਾਂ ਝੂਠ ਪਰ ਉਸ ਨੂੰ ਦਿੱਤਾ ਗਿਆ ਨਸਬੰਦੀ ਦਾ ਕੋਟਾ ਪੂਰਾ ਕਰਨ ਦੀ ਤਾਂਘ ਵਿੱਚ ਉਸ ਨੇ ਪ੍ਰਧਾਨ ਮੰਤਰੀ ਤੇ ਹੋਰ ਇਹਨਾਂ ਆਗੂਆਂ ਦੀ ਨਸਬੰਦੀ ਕਰਨ ਦੇ ਸਰਟੀਫਿਕੇਟ ਜਾਰੀ ਕੀਤੇ ਹਨ। ਸਰਟੀਫਿਕੇਟ ਨੰ: 714 ਜਿਸ ਤੇ ਕਾਨਪੁਰ ਕੇਂਦਰ ਦੀ ਮੋਹਰ ਲੱਗੀ ਹੋਈ ਹੈ, ਵਿੱਚ ਲਿਖਿਆ ਹੋਇਆ ਹੈ: ਤਸਦੀਕ ਕੀਤਾ ਜਾਂਦਾ ਹੈ ਕਿ ਸ੍ਰੀ ਰਾਜੀਵ ਗਾਂਧੀ ਪੁੱਤਰ ਸਵਰਗੀ ਫਿਰੋਜ਼: [605, 1064, 993, 1181]
article-babbar: [418, 440, 596, 740]
article-akali: [418, 760, 596, 1010]
article-shaheed: [418, 1180, 596, 1358]
ruler-label: Wrangler: [1, 520, 11, 561]
headline-qatal: ਇੱਕ ਅਣਪਛਾਤਾ ਵਿਅ-ਕਤੀ ਕਤਲ: [803, 1230, 990, 1247]
paragraph: ਅੰਮ੍ਰਿਤਸਰ—ਪੁਲਿਸ ਅਨੁਸਾਰ ਕੁਝ ਅਣਪਛਾਤੇ ਵਿਅਕਤੀਆਂ ਨੇ ਜੰਡਿਆਲਾ ਪੁਲਿਸ ਸਟੇਸ਼ਨ ਦੇ ਪਿੰਡ ਵਿੱਚ ਇਕ ਨੌਜਵਾਨ ਅਮਰੀਕ ਸਿੰਘ ਨੂੰ ਗੋਲੀਆਂ ਮਾਰ ਕੇ ਹਲਾਕ ਕਰ ਦਿੱਤਾ। ਵਾਰਦਾਤ ਵਾਲੀ ਥਾਂ ਤੋਂ ਇਕ ਪੱਤਰ ਮਿਲਿਆ ਹੈ, ਜਿਸ ਵਿੱਚ ਇਸ ਕਤਲ ਦੀ ਜ਼ਿੰਮੇਵਾਰੀ ਬੱਬਰ ਖਾਲਸਾ ਨੇ ਆਪਣੇ ਸਿਰ ਲਈ ਹੈ। ਇਸ ਪੱਤਰ ਵਿੱਚ ਅਮਰੀਕ ਸਿੰਘ ਉੱਤੇ ਡਾਕੇ ਮਾਰਨ ਦਾ ਦੋਸ਼ ਲਗਾਇਆ: [605, 564, 792, 655]
paragraph: ਵਰਲਡ ਸਿੱਖ ਆਰਗੇਨਾਈਜ਼ੇਸ਼ਨ ਇੰਟਰਨੈਸ਼ਨਲ ਦੇ ਪ੍ਰਧਾਨ ਸ. ਗਿਆਨ ਸਿੰਘ ਸੰਧੂ, ਡਬਯੂ.ਐਸ.ਓ. ਅਮਰੀਕਾ ਦੇ ਪ੍ਰਧਾਨ ਸ. ਗੁਰਚਰਨ ਸਿੰਘ ਢਿੱਲੋਂ ਅਤੇ ਕੈਨੇਡਾ ਦੇ ਪ੍ਰਧਾਨ ਸ. ਰਾਮ ਰਘਬੀਰ ਸਿੰਘ ਚਾਹਲ ਨੇ ਵੱਖਰੇ ਵੱਖਰੇ ਬਿਆਨਾਂ ਵਿੱਚ ਬਿਦਰ ਕਤਲ ਕਾਂਡ ਦੀ ਨਿਖੇਧੀ ਕਰਦੇ ਹੋਏ, ਭਾਰਤ ਸਰਕਾਰ ਨੂੰ ਤਾੜਨਾ ਕੀਤੀ ਹੈ ਕਿ ਭਾਰਤ ਦੇ ਬਾਕੀ ਹਿੱਸਿਆਂ ਵਿੱਚ ਸਿੱਖਾਂ ਦੀ ਜਾਨ ਤੇ ਮਾਲ ਦੀ ਰੱਖਿਆ ਨਾ ਕਰਨ ਦੇ ਬਹੁਤ ਭਿਆਨਕ ਸਿੱਟੇ ਨਿੱਕਲ ਸਕਦੇ ਹਨ। ਉਨ੍ਹਾਂ ਨੇ ਇਸ ਸਬੰਧ ਵਿੱਚ ਭਾਰਤ ਦੇ ਪ੍ਰਧਾਨ ਮੰਤਰੀ ਨੂੰ ਤਾਰਾਂ ਵੀ ਭੇਜੀਆਂ ਹਨ।: [240, 264, 408, 408]
headline-kapurthala: ਕਪੂਰਥਲਾ ਪੁਲਿਸ-ਦਾ ਬੇ-ਗੁਨਾਹਾਂ-ਨੂੰ ਮਾਰਨ ਵਿੱਚ-ਪਹਿਲਾ ਨੰਬਰ: [430, 72, 584, 133]
paragraph: ਇਹ ਗੱਲ ਵਰਨਣਯੋਗ ਹੈ ਕਿ ਪਿਛਲੇ ਹਫਤੇ ਕਰਨਾਟਕਾ ਦੇ ਸ਼ਹਿਰ ਬਿਦਰ ਵਿਖੇ ਕੁਝ ਹਿੰਦੂ ਗੁੰਡਿਆਂ ਨੇ ਗੁਰੂ ਨਾਨਕ ਇੰਜੀਨੀਅਰਿੰਗ ਕਾਲਜ ਵਿਚ ਹਮਲਾ ਕਰ ਦਿੱਤਾ ਸੀ, ਜਿਸ ਕਾਰਨ 6 ਵਿਦਿਆਰਥੀ ਸ਼ਹੀਦ ਤੇ 70 ਜ਼ਖਮੀ ਹੋ ਗਏ ਸਨ।: [240, 193, 408, 258]
photo-caption: ਨਾਲ ਸਬੰਧ ਨਹੀਂ ਰੱਖਦੀ ਤੇ ਨਾ ਹੀ ਉਨ੍ਹਾਂ ਦੀ ਕੋਈ ਸਹਾਇਤਾ ਹੀ ਕਰਦੀ ਹੈ।: [253, 1077, 410, 1099]
paragraph: ਲੁਧਿਆਣਾ—ਕੁਝ ਸ਼ੱਕੀ ਵਿਅਕਤੀਆਂ ਨੇ ਪਿੰਡ ਹੁਸੈਨਪੁਰਾ ਲਾਗੇ ਤੇਜ਼ਧਾਰ ਹਥਿਆਰਾਂ ਨਾਲ ਇਕ ਅਣਪਛਾਤੇ ਵਿਅਕਤੀ ਨੂੰ ਹਲਾਕ ਕਰ ਦਿੱਤਾ।: [800, 1254, 993, 1293]
paragraph: ਗਾਂਧੀ, ਕਿੱਤਾ ਪ੍ਰਧਾਨ ਮੰਤਰੀ, ਭਾਰਤ ਸਰਕਾਰ, ਨਵੀਂ ਦਿੱਲੀ ਨੇ 4.4.87 ਨੂੰ ਸਫ਼ਲਤਾ ਦੇ ਮੁੱਢਲੇ ਸਿਹਤ ਕੇਂਦਰ ਤੋਂ ਆਪਣੀ ਨਸਬੰਦੀ ਕਰਵਾਈ। ਕੀ ਅਜਿਹਾ ਨਸਬੰਦੀ ਦੇ ਅੰਕੜੇ ਵਧਾ ਕੇ ਪੇਸ਼ ਕਰਨ ਲਈ ਕੀਤਾ ਗਿਆ ਹੈ ਜਾਂ ਉਨ੍ਹਾਂ ਨੇ ਸੱਚਮੁੱਚ ਨਸਬੰਦੀ ਕਰਾਈ ਹੈ? ਇਹ ਤਾਂ ਰਾਜੀਵ ਗਾਂਧੀ ਜਾਂ ਸ਼ੁਕਲਾ ਹੀ ਦੱਸ ਸਕਦੇ ਹਨ।: [806, 1095, 993, 1173]
headline-babbar: ਬੱਬਰਾਂ ਵੱਲੋਂ ਲੁਟੇ-ਰਿਆਂ ਨੂੰ ਤਾੜਨਾ: [431, 440, 583, 481]
headline-police-deeds-line2: ਇੱਕ ਪ੍ਰਸਿੱਧ ਖਿਡਾਰੀ ਨੂੰ ਜੁਝਾਰੂ ਬਣਾ ਕੇ ਗ੍ਰਿਫਤਾਰ ਕਰ ਲਿਆ: [616, 768, 982, 811]
paragraph: ਸ਼ੇਰਪੁਰ—ਯੂਥ ਅਕਾਲੀ ਦਲ ਜ਼ਿਲ੍ਹਾਂ ਸੰਗਰੂਰ ਦੇ ਪ੍ਰਧਾਨ ਗੁਰਿੰਦਰਪਾਲ ਸਿੰਘ ਧਨੌਲਾ ਨੇ ਬਲਦੇਵ ਸਿੰਘ ਮਾਨ ਸਾਬਕਾ ਪ੍ਰਚਾਰਕ ਤੇ ਸਪੁਲਾਈ ਮੰਤਰੀ ਦੇ ਬਿਆਨ ਦਾ ਸਖ਼ਤ ਨੋਟਿਸ ਲਿਆ ਹੈ। ਲਿਖਤੀ ਬਿਆਨ ਵਿੱਚ ਪ੍ਰਧਾਨ ਨੇ ਕਿਹਾ ਹੈ ਕਿ ਮਾਨ ਸਿੰਘ ਸਾਹਿਬ ਨੂੰ ਸੁਰਜੀਤ ਸਿੰਘ ਤੇ ਵਿਰੁੱਧ ਬਿਆਨ ਦੇਣ ਤੋਂ ਪਹਿਲਾਂ ਆਪਣੀ ਪੀੜ੍ਹੀ ਹੇਠ ਸੋਟਾ ਫੇਰ ਲੈਣਾ ਚਾਹੀਦਾ ਸੀ। ਧਨੌਲਾ ਨੇ ਸ. ਮਾਨ ਨੂੰ ਪੁੱਛਿਆ ਕਿ ਤੁਸੀਂ ਅਕਾਲ ਤਖਤ ਨਾਲ ਵਿਸ਼ਵਾਸਘਾਤ ਕਿਉਂ ਕੀਤਾ ਤੇ ਕੁਰਸੀ ਦੀ ਲਾਲਚ ਕਾਰਣ ਜ਼ਿੰਮੇਵਾਰੀ ਤੋਂ ਭੱਜ ਗਏ। ਉਨ੍ਹਾਂ ਨੇ ਕਿਹਾ ਕਿ ਭਾਰਤ ਸਰਕਾਰ ਚਲਾਉਂਦੇ ਲਈ ਹੋਰ ਕੋਈ ਕਸਰ ਨਾ ਛੱਡੋ। ਵਿਰੁੱਧ ਬਿਆਨਬਾਜ਼ੀ ਕਰਨ ਤੋਂ ਗੁਰੇਜ਼ ਕਰਨ।: [418, 787, 596, 944]
